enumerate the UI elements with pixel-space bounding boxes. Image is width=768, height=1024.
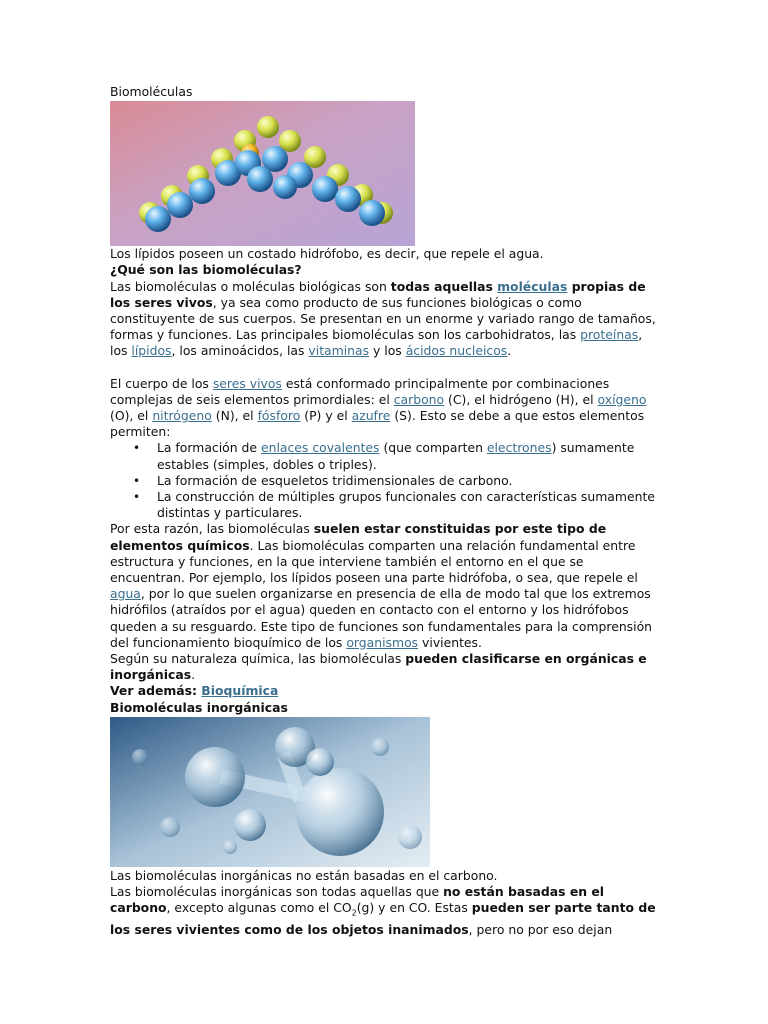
paragraph-gap xyxy=(110,360,662,376)
inorganic-molecule-image xyxy=(110,717,430,867)
heading-what: ¿Qué son las biomoléculas? xyxy=(110,262,302,278)
link-azufre[interactable]: azufre xyxy=(351,408,391,424)
link-enlaces-covalentes[interactable]: enlaces covalentes xyxy=(260,440,380,456)
link-lipidos[interactable]: lípidos xyxy=(131,343,172,359)
heading-inorganic: Biomoléculas inorgánicas xyxy=(110,699,288,715)
paragraph-elements: El cuerpo de los seres vivos está conformado principalmente por combinaciones complejas de seis elementos primordiales: el carbono (C), el hidrógeno (H), el oxígeno (O), el nitrógeno (N), el fósforo (P) y el azufre (S). Esto se debe a que estos elementos permiten: xyxy=(110,375,647,440)
list-item: • La construcción de múltiples grupos funcionales con características sumamente distintas y particulares. xyxy=(157,489,662,521)
document-title: Biomoléculas xyxy=(110,84,193,99)
list-item: • La formación de esqueletos tridimensionales de carbono. xyxy=(157,473,662,489)
link-seres-vivos[interactable]: seres vivos xyxy=(212,375,282,391)
link-fosforo[interactable]: fósforo xyxy=(257,408,301,424)
link-proteinas[interactable]: proteínas xyxy=(580,327,639,343)
link-carbono[interactable]: carbono xyxy=(393,391,445,407)
elements-list xyxy=(110,440,662,521)
link-acidos-nucleicos[interactable]: ácidos nucleicos xyxy=(405,343,508,359)
list-item: • La formación de enlaces covalentes (que comparten electrones) sumamente estables (simples, dobles o triples). xyxy=(157,440,662,472)
link-agua[interactable]: agua xyxy=(110,586,141,602)
document-page xyxy=(110,84,662,938)
link-organismos[interactable]: organismos xyxy=(346,634,419,650)
link-oxigeno[interactable]: oxígeno xyxy=(597,391,647,407)
link-electrones[interactable]: electrones xyxy=(486,440,552,456)
paragraph-structure: Por esta razón, las biomoléculas suelen estar constituidas por este tipo de elementos químicos. Las biomoléculas comparten una relación fundamental entre estructura y funciones, en la que interviene también el entorno en el que se encuentran. Por ejemplo, los lípidos poseen una parte hidrófoba, o sea, que repele el agua, por lo que suelen organizarse en presencia de ella de modo tal que los extremos hidrófilos (atraídos por el agua) queden en contacto con el entorno y los hidrófobos queden a su resguardo. Este tipo de funciones son fundamentales para la comprensión del funcionamiento bioquímico de los organismos vivientes. xyxy=(110,521,653,650)
lipid-molecule-image xyxy=(110,101,415,246)
inorganic-caption: Las biomoléculas inorgánicas no están basadas en el carbono. xyxy=(110,867,498,883)
link-bioquimica[interactable]: Bioquímica xyxy=(201,683,279,699)
link-nitrogeno[interactable]: nitrógeno xyxy=(152,408,212,424)
link-vitaminas[interactable]: vitaminas xyxy=(308,343,370,359)
lipid-caption: Los lípidos poseen un costado hidrófobo, es decir, que repele el agua. xyxy=(110,246,544,262)
paragraph-definition: Las biomoléculas o moléculas biológicas son todas aquellas moléculas propias de los seres vivos, ya sea como producto de sus funciones biológicas o como constituyente de sus cuerpos. Se presentan en un enorme y variado rango de tamaños, formas y funciones. Las principales biomoléculas son los carbohidratos, las proteínas, los lípidos, los aminoácidos, las vitaminas y los ácidos nucleicos. xyxy=(110,278,656,359)
paragraph-inorganic: Las biomoléculas inorgánicas son todas aquellas que no están basadas en el carbono, excepto algunas como el $CO_2(g)$ y en CO. Estas pueden ser parte tanto de los seres vivientes como de los objetos inanimados, pero no por eso dejan xyxy=(110,884,656,937)
link-moleculas[interactable]: moléculas xyxy=(497,278,568,294)
see-also: Ver además: Bioquímica xyxy=(110,683,279,699)
paragraph-classification: Según su naturaleza química, las biomoléculas pueden clasificarse en orgánicas e inorgánicas. xyxy=(110,651,647,683)
